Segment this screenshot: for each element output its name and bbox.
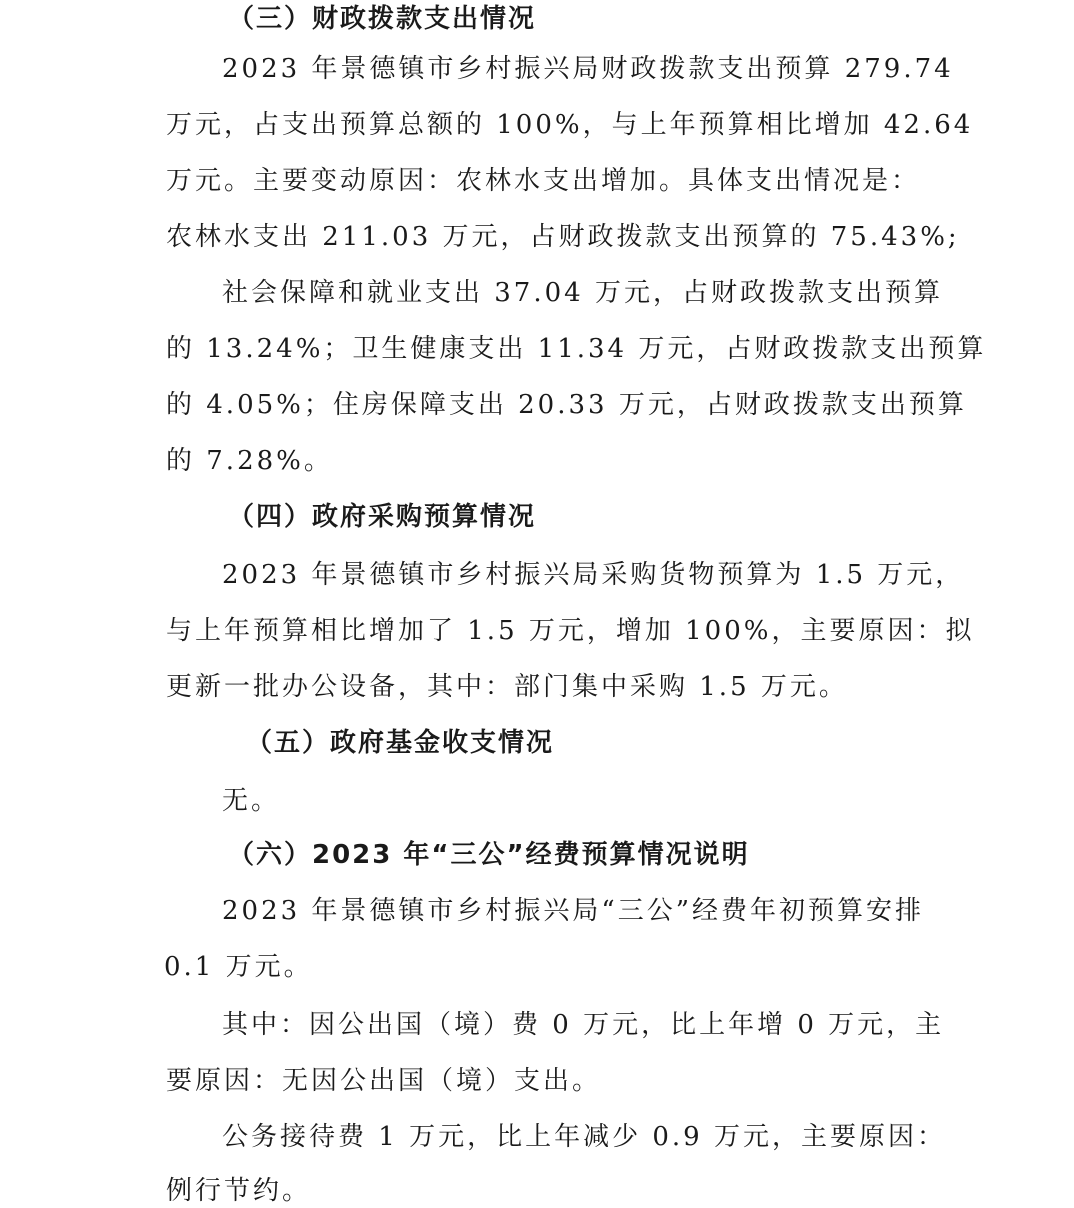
paragraph-line: 要原因：无因公出国（境）支出。	[166, 1066, 602, 1096]
paragraph-line: 万元。主要变动原因：农林水支出增加。具体支出情况是：	[166, 166, 921, 196]
paragraph-line: 其中：因公出国（境）费 0 万元，比上年增 0 万元，主	[222, 1010, 945, 1040]
paragraph-line: 的 7.28%。	[166, 446, 333, 476]
paragraph-line: 的 4.05%；住房保障支出 20.33 万元，占财政拨款支出预算	[166, 390, 967, 420]
paragraph-line: 公务接待费 1 万元，比上年减少 0.9 万元，主要原因：	[222, 1122, 946, 1152]
paragraph-line: 社会保障和就业支出 37.04 万元，占财政拨款支出预算	[222, 278, 943, 308]
paragraph-line: 的 13.24%；卫生健康支出 11.34 万元，占财政拨款支出预算	[166, 334, 987, 364]
paragraph-line: 0.1 万元。	[164, 952, 313, 982]
paragraph-line: 万元，占支出预算总额的 100%，与上年预算相比增加 42.64	[166, 110, 974, 140]
paragraph-line: 2023 年景德镇市乡村振兴局“三公”经费年初预算安排	[222, 896, 925, 926]
paragraph-line: 无。	[222, 786, 281, 816]
paragraph-line: 2023 年景德镇市乡村振兴局采购货物预算为 1.5 万元，	[222, 560, 965, 590]
paragraph-line: 例行节约。	[166, 1176, 312, 1206]
paragraph-line: 2023 年景德镇市乡村振兴局财政拨款支出预算 279.74	[222, 54, 954, 84]
paragraph-line: 与上年预算相比增加了 1.5 万元，增加 100%，主要原因：拟	[166, 616, 975, 646]
paragraph-line: 更新一批办公设备，其中：部门集中采购 1.5 万元。	[166, 672, 848, 702]
section-heading-4: （四）政府采购预算情况	[228, 502, 537, 532]
section-heading-6: （六）2023 年“三公”经费预算情况说明	[228, 840, 750, 870]
section-heading-5: （五）政府基金收支情况	[246, 728, 555, 758]
paragraph-line: 农林水支出 211.03 万元，占财政拨款支出预算的 75.43%;	[166, 222, 960, 252]
section-heading-3: （三）财政拨款支出情况	[228, 4, 537, 34]
